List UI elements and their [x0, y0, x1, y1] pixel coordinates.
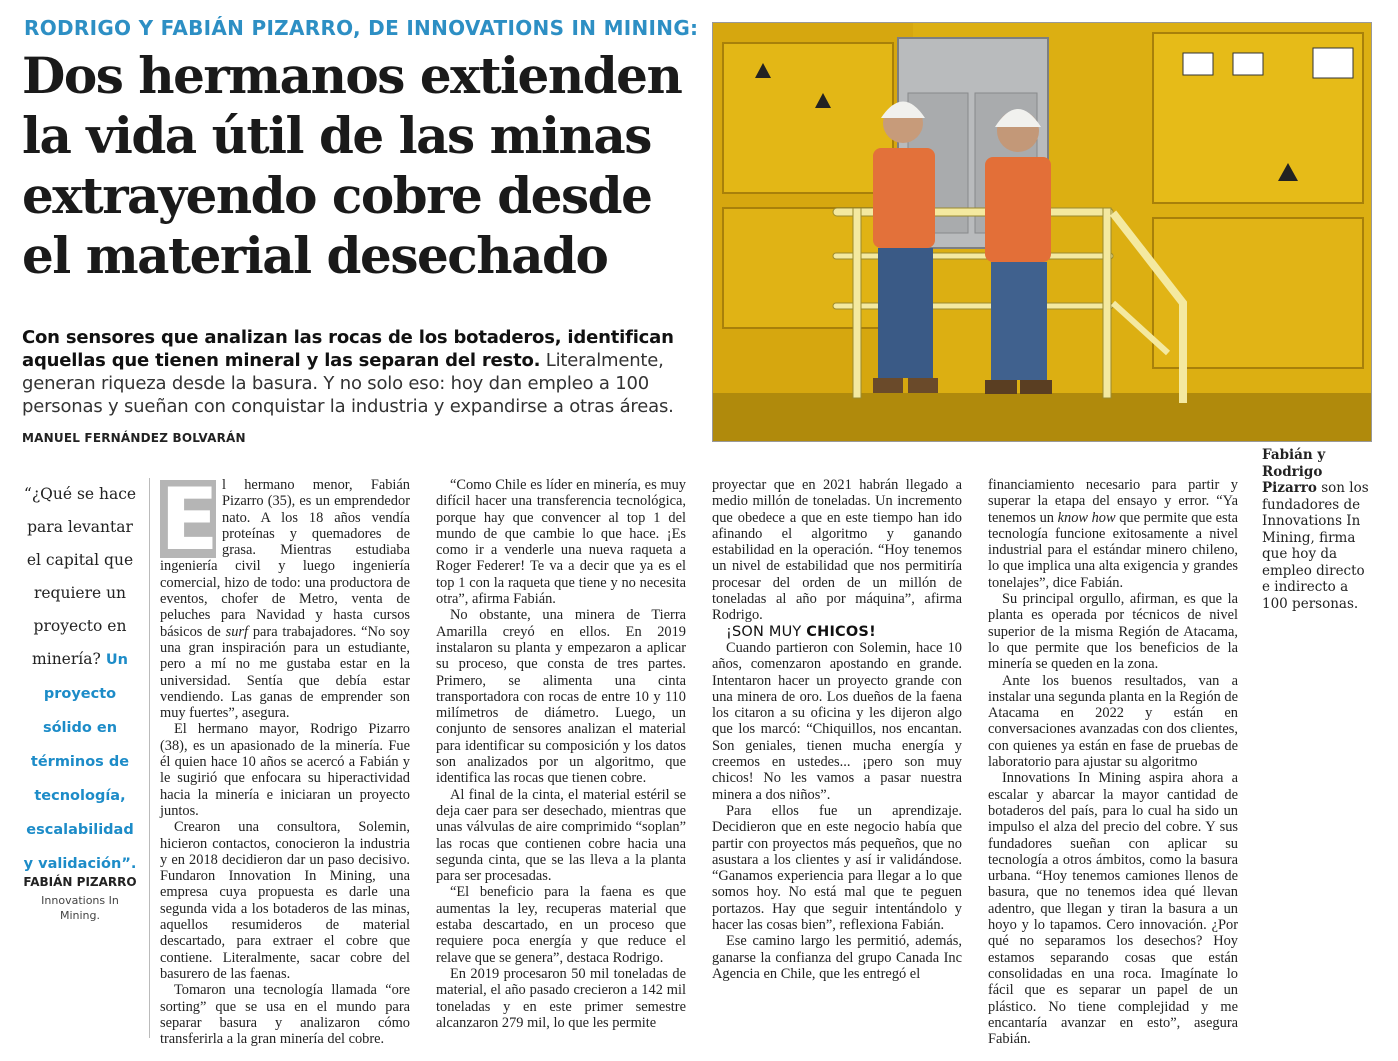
paragraph: El hermano mayor, Rodrigo Pizarro (38), es un apasionado de la minería. Fue él quien hace 10 años se acercó a Fabián y le sugirió que enfocara su hiperactividad hacia la minería e iniciaran un proyecto juntos. — [160, 721, 410, 819]
article-column-3 — [712, 477, 962, 982]
headline-line: el material desechado — [22, 226, 608, 285]
column-divider — [149, 478, 150, 1038]
paragraph: “Como Chile es líder en minería, es muy difícil hacer una transferencia tecnológica, porque hay que convencer al top 1 del mundo de que cambie lo que hace. ¡Es como ir a venderle una nueva raqueta a Roger Federer! Te va a decir que ya es el top 1 con la raqueta que tiene y no necesita otra”, afirma Fabián. — [436, 477, 686, 608]
article-column-4 — [988, 477, 1238, 1047]
paragraph: Cuando partieron con Solemin, hace 10 años, comenzaron apostando en grande. Intentaron hacer un proyecto grande con una minera de oro. Los dueños de la faena los citaron a su oficina y les dijeron algo que los marcó: “Chiquillos, nos encantan. Son geniales, tienen mucha energía y creemos en ustedes... ¡pero son muy chicos! No les vamos a pasar nuestra minera a dos niños”. — [712, 639, 962, 803]
pull-quote-name: FABIÁN PIZARRO — [23, 875, 137, 889]
pull-quote-role: Innovations In Mining. — [41, 894, 119, 922]
pull-quote-text: “¿Qué se hace para levantar el capital que requiere un proyecto en minería? — [23, 485, 137, 668]
deck-regular: Literalmente, generan riqueza desde la basura. Y no solo eso: hoy dan empleo a 100 personas y sueñan con conquistar la industria y expandirse a otras áreas. — [22, 350, 674, 417]
paragraph: Ante los buenos resultados, van a instalar una segunda planta en la Región de Atacama en 2022 y están en conversaciones avanzadas con dos clientes, con quienes ya están en fase de pruebas de laboratorio para ajustar su algoritmo — [988, 672, 1238, 771]
headline — [22, 46, 702, 286]
subhead: ¡SON MUY CHICOS! — [726, 623, 876, 640]
paragraph: Crearon una consultora, Solemin, hicieron contactos, conocieron la industria y en 2018 decidieron dar un paso decisivo. Fundaron Innovation In Mining, una empresa cuya propuesta es darle una segunda vida a los botaderos de las minas, aquellos resumideros de material descartado, para extraer el cobre que contiene. Literalmente, sacar cobre del basurero de las faenas. — [160, 819, 410, 982]
article-photo — [712, 22, 1372, 442]
drop-cap: E — [160, 470, 219, 570]
paragraph: “El beneficio para la faena es que aumentas la ley, recuperas material que estaba descartado, en un proceso que requiere poca energía y que reduce el relave que se genera”, destaca Rodrigo. — [436, 884, 686, 966]
paragraph: financiamiento necesario para partir y superar la etapa del ensayo y error. “Ya tenemos un know how que permite que esta tecnología funcione exitosamente a nivel industrial para el estándar minero chileno, lo que implica una alta exigencia y grandes tonelajes”, dice Fabián. — [988, 477, 1238, 591]
paragraph: Su principal orgullo, afirman, es que la planta es operada por técnicos de nivel superior de la misma Región de Atacama, lo que permite que los beneficios de la minería se queden en la zona. — [988, 591, 1238, 673]
paragraph: Al final de la cinta, el material estéril se deja caer para ser desechado, mientras que unas válvulas de aire comprimido “soplan” las rocas que contienen cobre hacia una segunda cinta, que se las lleva a la planta para ser procesadas. — [436, 786, 686, 885]
paragraph: Tomaron una tecnología llamada “ore sorting” que se usa en el mundo para separar basura y analizaron cómo transferirla a la gran minería del cobre. — [160, 982, 410, 1048]
paragraph: E l hermano menor, Fabián Pizarro (35), es un emprendedor nato. A los 18 años vendía proteínas y quemadores de grasa. Mientras estudiaba ingeniería civil y luego ingeniería comercial, hizo de todo: una productora de eventos, chofer de Metro, venta de peluches para Navidad y hasta cursos básicos de surf para trabajadores. “No soy una gran inspiración para un estudiante, pero a mí no me gustaba estar en la universidad. Sentía que debía estar vendiendo. Las ganas de emprender son muy fuertes”, asegura. — [160, 470, 410, 722]
caption-bold: Fabián y Rodrigo Pizarro — [1262, 447, 1326, 496]
paragraph: Innovations In Mining aspira ahora a escalar y abarcar la mayor cantidad de botaderos del país, para lo cual ha sido un impulso el alza del precio del cobre. Y sus fundadores sueñan con aplicar su tecnología a otros ámbitos, como la basura urbana. “Hoy tenemos camiones llenos de basura, que no tenemos idea qué llevan adentro, que llegan y tiran la basura a un hoyo y lo tapamos. Cero innovación. ¿Por qué no separamos los desechos? Hoy estamos separando cosas que están consolidadas en una roca. Imagínate lo fácil que es separar un papel de un plástico. No tiene complejidad y me encantaría avanzar en esto”, asegura Fabián. — [988, 770, 1238, 1048]
kicker: RODRIGO Y FABIÁN PIZARRO, DE INNOVATIONS IN MINING: — [24, 16, 699, 40]
pull-quote — [22, 478, 138, 881]
caption-regular: son los fundadores de Innovations In Mining, firma que hoy da empleo directo e indirecto a 100 personas. — [1262, 480, 1369, 612]
paragraph: En 2019 procesaron 50 mil toneladas de material, el año pasado crecieron a 142 mil toneladas y en este primer semestre alcanzaron 279 mil, lo que les permite — [436, 965, 686, 1031]
deck — [22, 326, 702, 418]
paragraph: Ese camino largo les permitió, además, ganarse la confianza del grupo Canada Inc Agencia en Chile, que les entregó el — [712, 933, 962, 982]
paragraph: proyectar que en 2021 habrán llegado a medio millón de toneladas. Un incremento que obedece a que en este tiempo han ido afinando el algoritmo y ganando estabilidad en la operación. “Hoy tenemos un nivel de estabilidad que nos permitiría procesar del orden de un millón de toneladas al año por máquina”, afirma Rodrigo. — [712, 477, 962, 624]
headline-line: extrayendo cobre desde — [22, 166, 652, 225]
article-column-1 — [160, 470, 410, 1048]
byline: MANUEL FERNÁNDEZ BOLVARÁN — [22, 431, 246, 445]
headline-line: la vida útil de las minas — [22, 106, 651, 165]
photo-caption — [1262, 447, 1374, 612]
paragraph: No obstante, una minera de Tierra Amarilla creyó en ellos. En 2019 instalaron su planta y empezaron a aplicar su proceso, que consta de tres partes. Primero, se alimenta una cinta transportadora con rocas de entre 10 y 110 milímetros de diámetro. Luego, un conjunto de sensores analizan el material para identificar su composición y los datos son analizados por un algoritmo, que identifica las rocas que tienen cobre. — [436, 607, 686, 787]
headline-line: Dos hermanos extienden — [22, 46, 682, 105]
article-column-2 — [436, 477, 686, 1031]
deck-bold: Con sensores que analizan las rocas de los botaderos, identifican aquellas que tienen mineral y las separan del resto. — [22, 327, 674, 371]
paragraph: Para ellos fue un aprendizaje. Decidieron que en este negocio había que partir con proyectos más pequeños, que no asustara a los clientes y así ir validándose. “Ganamos experiencia para llegar a lo que somos hoy. No está mal que te peguen portazos. Hay que seguir intentándolo y hacer las cosas bien”, reflexiona Fabián. — [712, 802, 962, 934]
pull-quote-highlight: Un proyecto sólido en términos de tecnología, escalabilidad y validación”. — [23, 652, 137, 872]
